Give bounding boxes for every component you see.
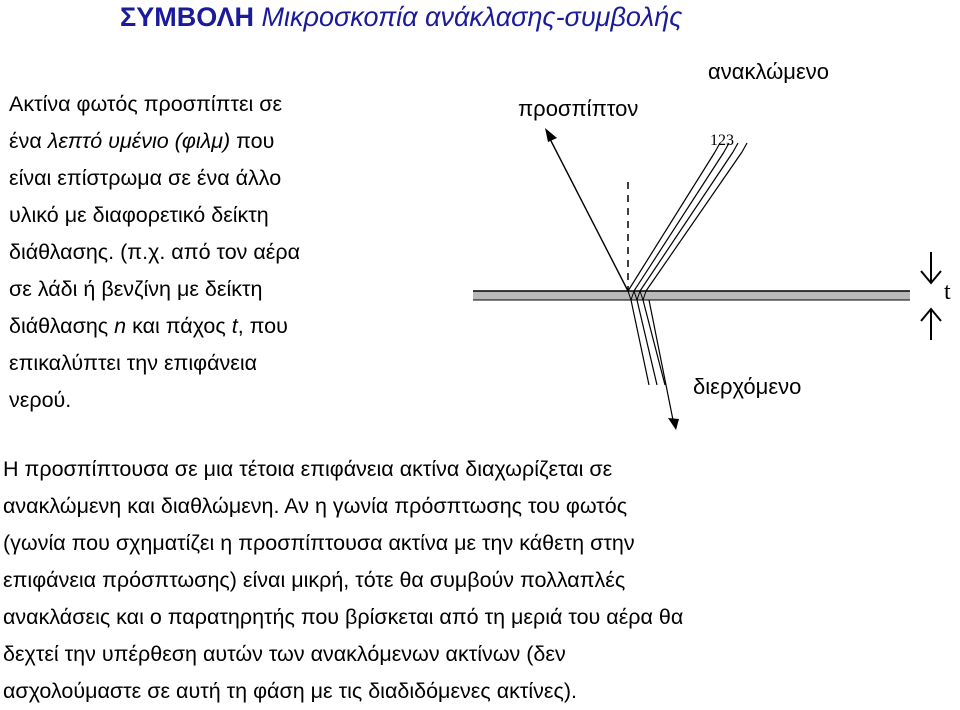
body-line: ανακλάσεις και ο παρατηρητής που βρίσκεται από τη μεριά του αέρα θα	[3, 605, 684, 629]
body-line: ανακλώμενη και διαθλώμενη. Αν η γωνία πρόσπτωσης του φωτός	[3, 494, 628, 518]
incident-arrowhead	[545, 128, 557, 142]
intro-emphasis: λεπτό υμένιο (φιλμ)	[47, 129, 231, 153]
intro-symbol-t: t	[231, 314, 238, 338]
title-italic: Μικροσκοπία ανάκλασης-συμβολής	[261, 2, 683, 32]
thickness-label: t	[944, 279, 951, 305]
title-bold: ΣΥΜΒΟΛΗ	[120, 2, 254, 32]
intro-symbol-n: n	[114, 314, 127, 338]
intro-line: επικαλύπτει την επιφάνεια	[9, 351, 258, 375]
intro-line: διάθλασης. (π.χ. από τον αέρα	[9, 240, 301, 264]
reflected-rays	[628, 143, 747, 291]
intro-line: Ακτίνα φωτός προσπίπτει σε	[9, 92, 283, 116]
ray-numbers: 123	[710, 132, 734, 149]
incident-ray	[550, 139, 628, 291]
body-line: επιφάνεια πρόσπτωσης) είναι μικρή, τότε θα συμβούν πολλαπλές	[3, 568, 626, 592]
body-line: Η προσπίπτουσα σε μια τέτοια επιφάνεια ακτίνα διαχωρίζεται σε	[3, 457, 613, 481]
transmitted-label: διερχόμενο	[693, 374, 802, 399]
intro-text: , που	[237, 314, 288, 338]
film-layer	[473, 291, 910, 300]
incident-label: προσπίπτον	[518, 96, 639, 121]
intro-line: νερού.	[9, 388, 72, 412]
intro-text: και πάχος	[126, 314, 232, 338]
intro-line: σε λάδι ή βενζίνη με δείκτη	[9, 277, 263, 301]
body-line: (γωνία που σχηματίζει η προσπίπτουσα ακτίνα με την κάθετη στην	[3, 531, 635, 555]
intro-text: που	[230, 129, 275, 153]
intro-line: είναι επίστρωμα σε ένα άλλο	[9, 166, 282, 190]
transmitted-arrowhead	[668, 418, 679, 430]
intro-text: ένα	[9, 129, 48, 153]
intro-text: διάθλασης	[9, 314, 115, 338]
body-line: ασχολούμαστε σε αυτή τη φάση με τις διαδιδόμενες ακτίνες).	[3, 679, 577, 703]
intro-line: υλικό με διαφορετικό δείκτη	[9, 203, 269, 227]
transmitted-rays	[631, 300, 673, 420]
body-line: δεχτεί την υπέρθεση αυτών των ανακλόμενων ακτίνων (δεν	[3, 642, 566, 666]
body-paragraph	[3, 451, 683, 710]
reflected-label: ανακλώμενο	[708, 59, 829, 84]
thickness-arrows	[921, 252, 941, 340]
